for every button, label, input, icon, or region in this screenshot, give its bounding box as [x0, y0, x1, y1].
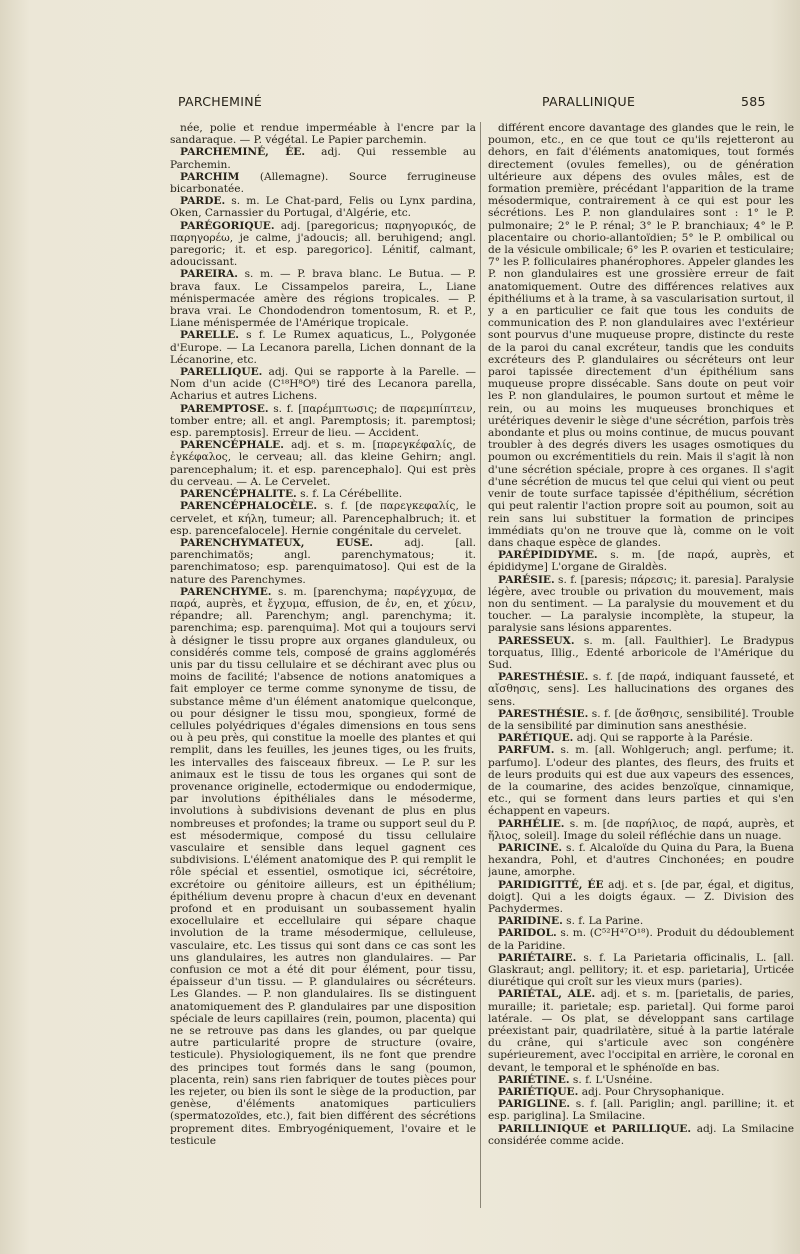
entry-headword: PARIDIGITTÉ, ÉE	[498, 878, 604, 891]
dictionary-entry	[488, 879, 794, 916]
dictionary-entry	[488, 574, 794, 635]
entry-definition: adj. Pour Chrysophanique.	[578, 1086, 725, 1099]
dictionary-entry	[488, 671, 794, 708]
entry-definition: adj. et s. [de par, égal, et digitus, doigt]. Qui a les doigts égaux. — Z. Division des Pachydermes.	[488, 878, 794, 915]
entry-definition: s. m. Le Chat-pard, Felis ou Lynx pardina, Oken, Carnassier du Portugal, d'Algérie, etc.	[170, 195, 476, 220]
dictionary-entry	[488, 1123, 794, 1147]
entry-definition: s. m. [de παρήλιος, de παρά, auprès, et ἥλιος, soleil]. Image du soleil réfléchie dans un nuage.	[488, 817, 794, 842]
entry-definition: adj. et s. m. [parietalis, de paries, muraille; it. parietale; esp. parietal]. Qui forme paroi latérale. — Os plat, se développant sans cartilage préexistant pair, quadrilatère, situé à la partie latérale du crâne, qui s'articule avec son congénère supérieurement, avec l'occipital en arrière, le coronal en devant, le temporal et le sphénoïde en bas.	[488, 988, 794, 1074]
entry-headword: PARIÉTAL, ALE.	[498, 988, 596, 1001]
left-column	[170, 122, 476, 1212]
entry-headword: PARILLINIQUE et PARILLIQUE.	[498, 1122, 692, 1135]
entry-headword: PARFUM.	[498, 744, 555, 757]
dictionary-entry	[170, 220, 476, 269]
dictionary-entry	[488, 708, 794, 732]
dictionary-entry	[488, 549, 794, 573]
entry-headword: PARESSEUX.	[498, 634, 575, 647]
dictionary-entry	[170, 537, 476, 586]
entry-definition: adj. Qui se rapporte à la Parelle. — Nom d'un acide (C¹⁸H⁸O⁸) tiré des Lecanora parella, Acharius et autres Lichens.	[170, 366, 476, 403]
entry-definition: s. f. Alcaloïde du Quina du Para, la Buena hexandra, Pohl, et d'autres Cinchonées; en poudre jaune, amorphe.	[488, 841, 794, 879]
entry-headword: PARIDOL.	[498, 927, 557, 940]
dictionary-entry	[488, 818, 794, 842]
running-header	[150, 94, 800, 114]
dictionary-entry	[170, 500, 476, 537]
dictionary-entry	[488, 732, 794, 744]
dictionary-entry	[488, 635, 794, 672]
entry-definition: s f. Le Rumex aquaticus, L., Polygonée d'Europe. — La Lecanora parella, Lichen donnant de la Lécanorine, etc.	[170, 329, 476, 366]
entry-headword: PARESTHÉSIE.	[498, 707, 589, 720]
entry-headword: PARCHIM	[180, 170, 240, 183]
dictionary-entry	[488, 122, 794, 549]
entry-definition: s. f. La Parine.	[562, 915, 644, 928]
dictionary-entry	[170, 366, 476, 403]
entry-headword: PARESTHÉSIE.	[498, 671, 589, 684]
entry-headword: PARIÉTIQUE.	[498, 1086, 579, 1099]
entry-definition: s. f. La Cérébellite.	[296, 488, 403, 501]
dictionary-entry	[170, 586, 476, 1147]
entry-headword: PARÉGORIQUE.	[180, 219, 275, 232]
entry-definition: s. f. L'Usnéine.	[569, 1073, 653, 1086]
entry-definition: s. f. La Parietaria officinalis, L. [all. Glaskraut; angl. pellitory; it. et esp. parietaria], Urticée diurétique qui croît sur les vieux murs (paries).	[488, 951, 794, 989]
dictionary-entry	[170, 171, 476, 195]
dictionary-entry	[170, 268, 476, 329]
dictionary-entry	[488, 1098, 794, 1122]
entry-headword: PARDE.	[180, 195, 226, 208]
entry-definition: (Allemagne). Source ferrugineuse bicarbonatée.	[170, 170, 476, 196]
entry-definition: s. m. [de παρά, auprès, et épididyme] L'organe de Giraldès.	[488, 549, 794, 574]
entry-headword: PARIÉTAIRE.	[498, 951, 577, 964]
page-number: 585	[741, 94, 766, 109]
dictionary-entry	[170, 122, 476, 146]
header-first-entry: PARCHEMINÉ	[178, 94, 263, 109]
header-last-entry: PARALLINIQUE	[542, 94, 636, 109]
entry-definition: s. f. [de παρά, indiquant fausseté, et αἴσθησις, sens]. Les hallucinations des organes des sens.	[488, 671, 794, 708]
entry-headword: PARENCHYME.	[180, 585, 272, 598]
entry-headword: PARIDINE.	[498, 915, 563, 928]
entry-definition: s. f. [de παρεγκεφαλίς, le cervelet, et κήλη, tumeur; all. Parencephalbruch; it. et esp. parencefalocele]. Hernie congénitale du cervelet.	[170, 500, 476, 537]
entry-headword: PARÉSIE.	[498, 573, 555, 586]
column-divider	[480, 122, 481, 1208]
entry-headword: PARCHEMINÉ, ÉE.	[180, 146, 306, 159]
entry-headword: PARELLE.	[180, 329, 239, 342]
entry-definition: s. m. [all. Faulthier]. Le Bradypus torquatus, Illig., Edenté arboricole de l'Amérique du Sud.	[488, 634, 794, 671]
dictionary-entry	[488, 927, 794, 951]
entry-headword: PARENCÉPHALE.	[180, 439, 284, 452]
entry-definition: s. m. (C⁵²H⁴⁷O¹⁸). Produit du dédoublement de la Paridine.	[488, 927, 794, 952]
entry-headword: PARELLIQUE.	[180, 366, 263, 379]
entry-headword: PARENCÉPHALOCÈLE.	[180, 500, 318, 513]
dictionary-entry	[488, 842, 794, 879]
entry-headword: PARICINE.	[498, 841, 563, 854]
entry-definition: adj. Qui ressemble au Parchemin.	[170, 146, 476, 171]
dictionary-entry	[488, 744, 794, 817]
entry-definition: née, polie et rendue imperméable à l'encre par la sandaraque. — P. végétal. Le Papier parchemin.	[170, 122, 476, 147]
entry-definition: adj. Qui se rapporte à la Parésie.	[573, 732, 753, 745]
dictionary-entry	[488, 915, 794, 927]
right-column	[488, 122, 794, 1212]
dictionary-entry	[488, 988, 794, 1073]
entry-headword: PARÉPIDIDYME.	[498, 549, 598, 562]
entry-definition: s. f. [de ἄσθησις, sensibilité]. Trouble de la sensibilité par diminution sans anesthésie.	[488, 707, 794, 732]
entry-definition: adj. La Smilacine considérée comme acide.	[488, 1122, 794, 1147]
entry-headword: PARIGLINE.	[498, 1098, 571, 1111]
entry-headword: PARIÉTINE.	[498, 1073, 570, 1086]
dictionary-entry	[170, 403, 476, 440]
entry-definition: adj. et s. m. [παρεγκέφαλίς, de ἐγκέφαλος, le cerveau; all. das kleine Gehirn; angl. parencephalum; it. et esp. parencephalo]. Qui est près du cerveau. — A. Le Cervelet.	[170, 439, 476, 488]
entry-definition: adj. [all. parenchimatös; angl. parenchymatous; it. parenchimatoso; esp. parenquimatoso]. Qui est de la nature des Parenchymes.	[170, 536, 476, 586]
entry-definition: s. m. [all. Wohlgeruch; angl. perfume; it. parfumo]. L'odeur des plantes, des fleurs, des fruits et de leurs produits qui est due aux vapeurs des essences, de la coumarine, des acides benzoïque, cinnamique, etc., qui se forment dans leurs parties et qui s'en échappent en vapeurs.	[488, 744, 794, 818]
dictionary-entry	[170, 439, 476, 488]
dictionary-entry	[488, 1074, 794, 1086]
dictionary-entry	[488, 952, 794, 989]
entry-headword: PARENCHYMATEUX, EUSE.	[180, 536, 373, 549]
entry-headword: PARHÉLIE.	[498, 817, 565, 830]
entry-headword: PAREMPTOSE.	[180, 402, 269, 415]
entry-definition: s. m. — P. brava blanc. Le Butua. — P. brava faux. Le Cissampelos pareira, L., Liane ménispermacée amère des régions tropicales. — P. brava vrai. Le Chondodendron tomentosum, R. et P., Liane ménispermée de l'Amérique tropicale.	[170, 268, 476, 330]
entry-headword: PARÉTIQUE.	[498, 732, 574, 745]
dictionary-entry	[170, 146, 476, 170]
entry-headword: PARENCÉPHALITE.	[180, 488, 297, 501]
dictionary-entry	[170, 195, 476, 219]
dictionary-entry	[170, 329, 476, 366]
entry-headword: PAREIRA.	[180, 268, 238, 281]
entry-definition: s. f. [all. Pariglin; angl. parilline; it. et esp. pariglina]. La Smilacine.	[488, 1098, 794, 1123]
entry-definition: s. f. [paresis; πάρεσις; it. paresia]. Paralysie légère, avec trouble ou privation du mouvement, mais non du sentiment. — La paralysie du mouvement et du toucher. — La paralysie incomplète, la stupeur, la paralysie sans lésions apparentes.	[488, 573, 794, 635]
entry-definition: adj. [paregoricus; παρηγορικός, de παρηγορέω, je calme, j'adoucis; all. beruhigend; angl. paregoric; it. et esp. paregorico]. Lénitif, calmant, adoucissant.	[170, 219, 476, 269]
entry-definition: s. f. [παρέμπτωσις; de παρεμπίπτειν, tomber entre; all. et angl. Paremptosis; it. paremptosi; esp. paremptosis]. Erreur de lieu. — Accident.	[170, 402, 476, 440]
dictionary-entry	[488, 1086, 794, 1098]
entry-definition: différent encore davantage des glandes que le rein, le poumon, etc., en ce que tout ce qu'ils rejetteront au dehors, en fait d'éléments anatomiques, tout formés directement (ovules femelles), ou de génération ultérieure aux dépens des ovules mâles, est de formation première, précédant l'apparition de la trame mésodermique, contrairement à ce qui est pour les sécrétions. Les P. non glandulaires sont : 1° le P. pulmonaire; 2° le P. rénal; 3° le P. branchiaux; 4° le P. placentaire ou chorio-allantoïdien; 5° le P. ombilical ou de la vésicule ombilicale; 6° les P. ovarien et testiculaire; 7° les P. folliculaires phanérophores. Appeler glandes les P. non glandulaires est une grossière erreur de fait anatomiquement. Outre des différences relatives aux épithéliums et à la trame, à sa vascularisation surtout, il y a en particulier ce fait que tous les conduits de communication des P. non glandulaires avec l'extérieur sont pourvus d'une muqueuse propre, distincte du reste de la paroi du canal excréteur, tandis que les conduits excréteurs des P. glandulaires ou sécréteurs ont leur paroi tapissée directement d'un épithélium sans muqueuse propre dissécable. Sans doute on peut voir les P. non glandulaires, le poumon surtout et même le rein, ou au moins les muqueuses bronchiques et urétériques devenir le siège d'une sécrétion, parfois très abondante et plus ou moins continue, de mucus pouvant troubler à des degrés divers les usages osmotiques du poumon ou excrémentitiels du rein. Mais il s'agit là non d'une sécrétion spéciale, propre à ces organes. Il s'agit d'une sécrétion de mucus tel que celui qui vient ou peut venir de toute surface tapissée d'épithélium, sécrétion qui peut ralentir l'action propre soit au poumon, soit au rein sans lui substituer la formation de principes immédiats qu'on ne trouve que là, comme on le voit dans chaque espèce de glandes.	[488, 122, 794, 549]
dictionary-entry	[170, 488, 476, 500]
entry-definition: s. m. [parenchyma; παρέγχυμα, de παρά, auprès, et ἔγχυμα, effusion, de ἐν, en, et χύειν, répandre; all. Parenchym; angl. parenchyma; it. parenchima; esp. parenquima]. Mot qui a toujours servi à désigner le tissu propre aux organes glanduleux, ou considérés comme tels, composé de grains agglomérés unis par du tissu cellulaire et se déchirant avec plus ou moins de facilité; l'absence de notions anatomiques a fait employer ce terme comme synonyme de tissu, de substance même d'un élément anatomique quelconque, ou pour désigner le tissu mou, spongieux, formé de cellules polyédriques d'égales dimensions en tous sens ou à peu près, qui constitue la moelle des plantes et qui remplit, dans les feuilles, les jeunes tiges, ou les fruits, les intervalles des faisceaux fibreux. — Le P. sur les animaux est le tissu de tous les organes qui sont de provenance originelle, ectodermique ou endodermique, par involutions épithéliales dans le mésoderme, involutions à subdivisions devenant de plus en plus nombreuses et profondes; la trame ou support seul du P. est mésodermique, composé du tissu cellulaire vasculaire et sensible dans lequel gagnent ces subdivisions. L'élément anatomique des P. qui remplit le rôle spécial et essentiel, osmotique ici, sécrétoire, excrétoire ou génitoire ailleurs, est un épithélium; épithélium devenu propre à chacun d'eux en devenant profond et en produisant un soubassement hyalin exocellulaire et eccellulaire qui sépare chaque involution de la trame mésodermique, celluleuse, vasculaire, etc. Les tissus qui sont dans ce cas sont les uns glandulaires, les autres non glandulaires. — Par confusion ce mot a été dit pour élément, pour tissu, épaisseur d'un tissu. — P. glandulaires ou sécréteurs. Les Glandes. — P. non glandulaires. Ils se distinguent anatomiquement des P. glandulaires par une disposition spéciale de leurs capillaires (rein, poumon, placenta) qui ne se retrouve pas dans les glandes, ou par quelque autre particularité propre de structure (ovaire, testicule). Physiologiquement, ils ne font que prendre des principes tout formés dans le sang (poumon, placenta, rein) sans rien fabriquer de toutes pièces pour les rejeter, ou bien ils sont le siège de la production, par genèse, d'éléments anatomiques particuliers (spermatozoïdes, etc.), fait bien différent des sécrétions proprement dites. Embryogéniquement, l'ovaire et le testicule	[170, 585, 476, 1147]
